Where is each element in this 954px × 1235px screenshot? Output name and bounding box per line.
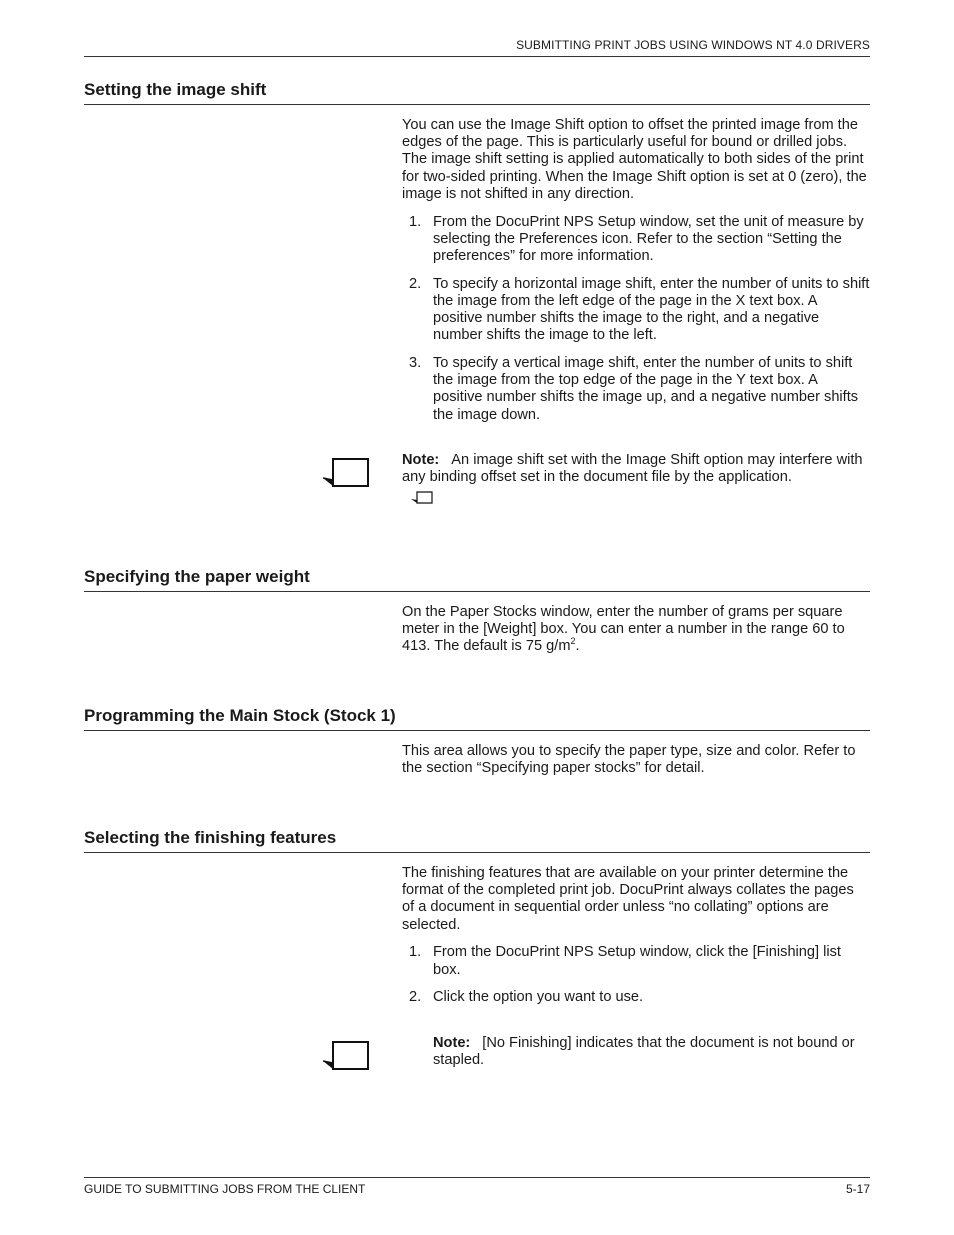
list-item bbox=[402, 355, 870, 424]
paper-weight-body bbox=[402, 604, 870, 656]
image-shift-body bbox=[402, 117, 870, 424]
superscript: 2 bbox=[570, 636, 576, 647]
note-label: Note: bbox=[433, 1035, 471, 1051]
step-text: From the DocuPrint NPS Setup window, set the unit of measure by selecting the Preferences icon. Refer to the section “Setting the preferences” for more information. bbox=[433, 213, 864, 264]
finishing-intro: The finishing features that are available on your printer determine the format of the completed print job. DocuPrint always collates the pages of a document in sequential order unless “no collating” options are selected. bbox=[402, 865, 854, 933]
note-icon bbox=[321, 456, 371, 490]
section-title-main-stock: Programming the Main Stock (Stock 1) bbox=[84, 706, 870, 731]
step-text: To specify a vertical image shift, enter the number of units to shift the image from the top edge of the page in the Y text box. A positive number shifts the image up, and a negative number shifts the image down. bbox=[433, 354, 859, 423]
step-number: 1. bbox=[409, 944, 422, 961]
step-number: 3. bbox=[409, 354, 422, 371]
main-stock-body bbox=[402, 743, 870, 777]
page-footer bbox=[84, 1177, 870, 1196]
image-shift-intro: You can use the Image Shift option to offset the printed image from the edges of the page. This is particularly useful for bound or drilled jobs. The image shift setting is applied automatically to both sides of the print for two-sided printing. When the Image Shift option is set at 0 (zero), the image is not shifted in any direction. bbox=[402, 117, 867, 202]
image-shift-steps bbox=[402, 214, 870, 424]
finishing-body bbox=[402, 865, 870, 1006]
section-title-image-shift: Setting the image shift bbox=[84, 80, 870, 105]
list-item bbox=[402, 989, 870, 1006]
section-title-paper-weight: Specifying the paper weight bbox=[84, 567, 870, 592]
list-item bbox=[402, 214, 870, 266]
step-number: 2. bbox=[409, 989, 422, 1006]
step-text: Click the option you want to use. bbox=[433, 989, 644, 1006]
note-icon bbox=[321, 1039, 371, 1073]
main-stock-text: This area allows you to specify the paper type, size and color. Refer to the section “Specifying paper stocks” for detail. bbox=[402, 743, 856, 777]
step-text: From the DocuPrint NPS Setup window, click the [Finishing] list box. bbox=[433, 944, 841, 978]
note-text: An image shift set with the Image Shift option may interfere with any binding offset set in the document file by the application. bbox=[402, 452, 863, 486]
note-label: Note: bbox=[402, 452, 440, 468]
list-item bbox=[402, 276, 870, 345]
finishing-steps bbox=[402, 944, 870, 1006]
note-text: [No Finishing] indicates that the document is not bound or stapled. bbox=[433, 1035, 855, 1069]
finishing-note bbox=[433, 1035, 870, 1069]
step-number: 1. bbox=[409, 213, 422, 230]
list-item bbox=[402, 944, 870, 978]
paper-weight-text-end: . bbox=[575, 638, 580, 655]
footer-guide-title: GUIDE TO SUBMITTING JOBS FROM THE CLIENT bbox=[84, 1182, 366, 1196]
running-header: SUBMITTING PRINT JOBS USING WINDOWS NT 4.0 DRIVERS bbox=[84, 38, 870, 57]
step-number: 2. bbox=[409, 275, 422, 292]
step-text: To specify a horizontal image shift, enter the number of units to shift the image from the left edge of the page in the X text box. A positive number shifts the image to the right, and a negative number shifts the image to the left. bbox=[433, 275, 870, 344]
end-of-note-icon bbox=[410, 490, 434, 511]
paper-weight-text: On the Paper Stocks window, enter the number of grams per square meter in the [Weight] box. You can enter a number in the range 60 to 413. The default is 75 g/m bbox=[402, 604, 845, 655]
image-shift-note bbox=[402, 452, 870, 486]
section-title-finishing: Selecting the finishing features bbox=[84, 828, 870, 853]
page-number: 5-17 bbox=[845, 1182, 870, 1196]
